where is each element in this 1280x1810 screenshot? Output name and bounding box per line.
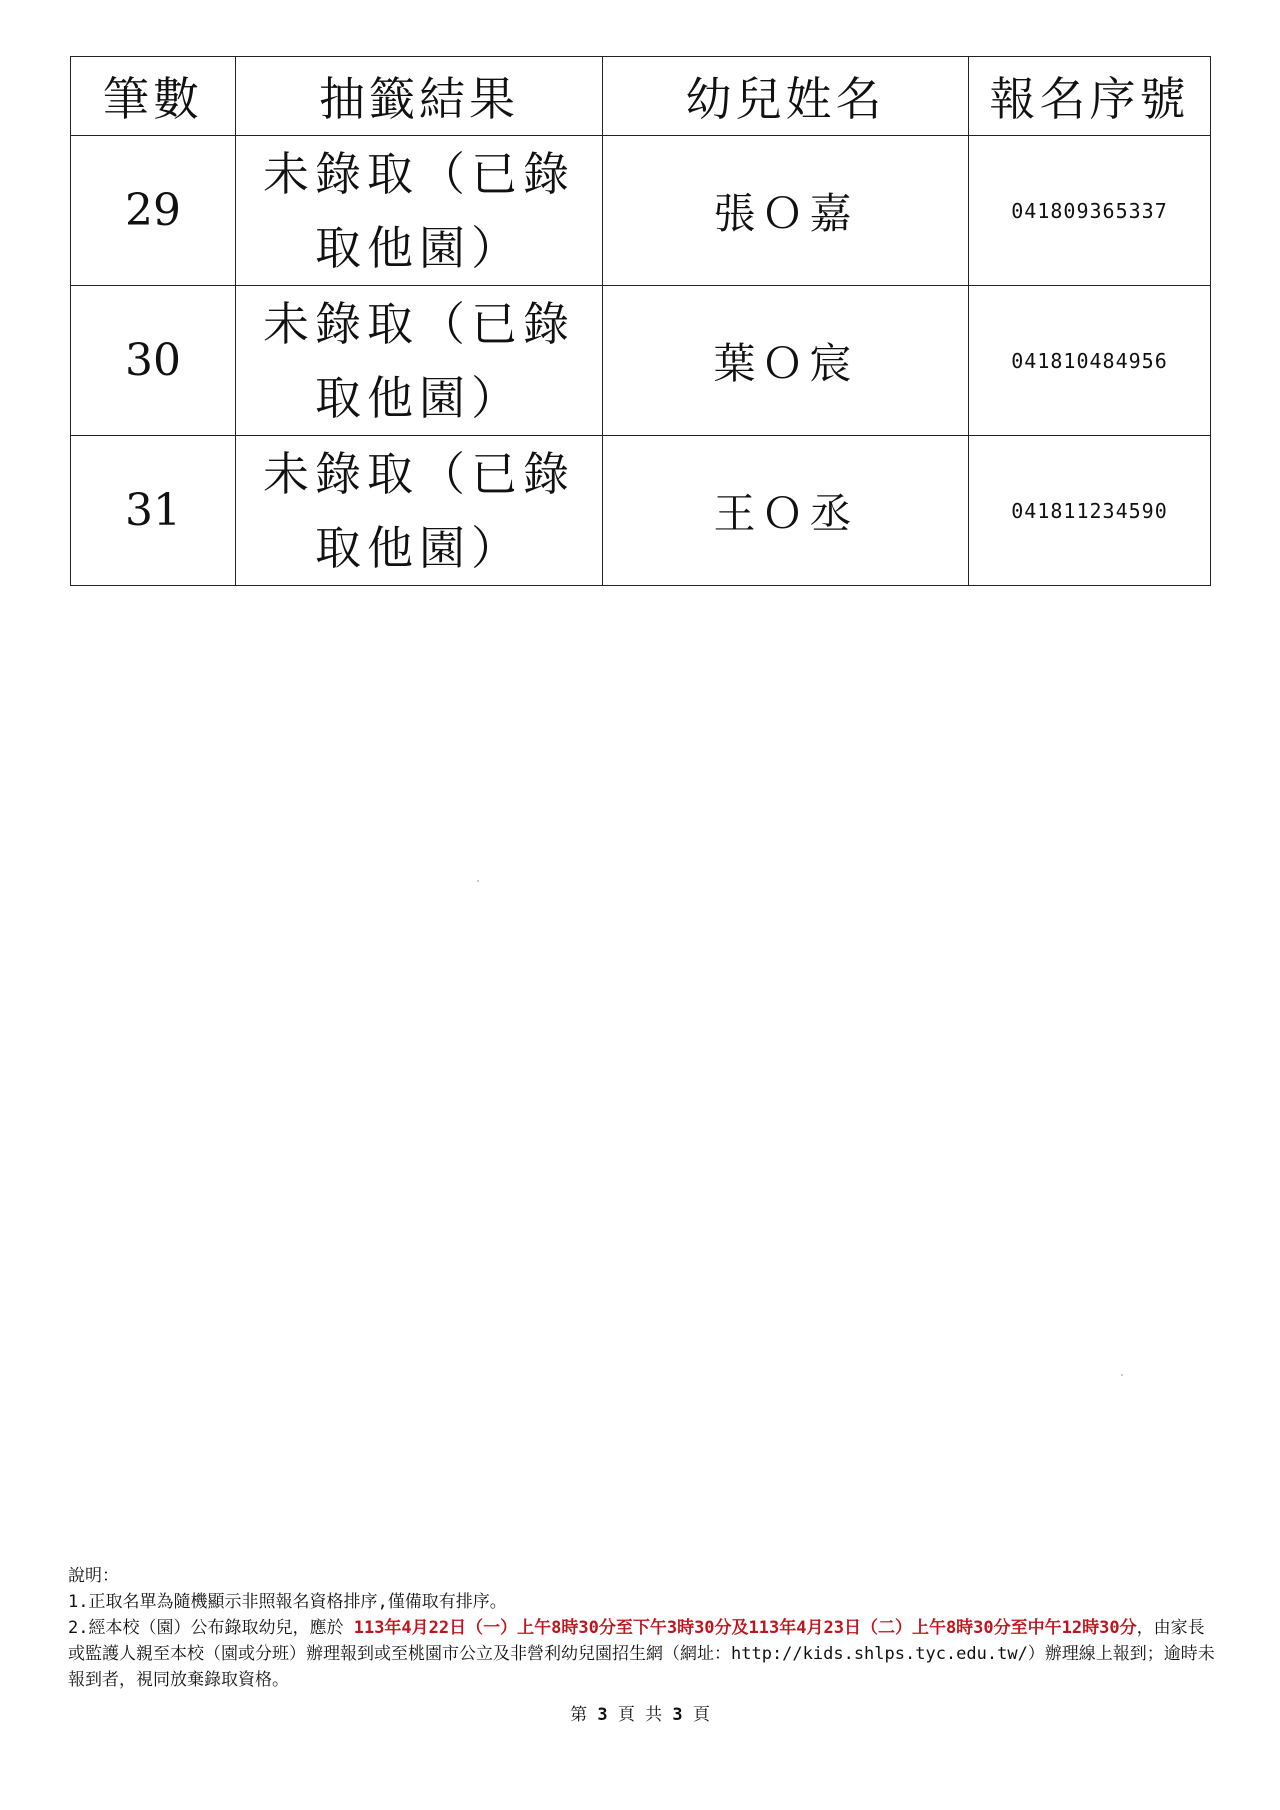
- row-result: [236, 286, 603, 436]
- row-child-name: 張Ｏ嘉: [603, 136, 969, 286]
- row-child-name: 葉Ｏ宸: [603, 286, 969, 436]
- row-child-name: 王Ｏ丞: [603, 436, 969, 586]
- notes-heading: 說明：: [68, 1566, 119, 1586]
- footer-suffix: 頁: [692, 1705, 710, 1725]
- header-count: 筆數: [71, 57, 236, 136]
- row-result: [236, 436, 603, 586]
- row-result-line2: 取他園）: [315, 520, 523, 575]
- footer-prefix: 第: [570, 1705, 588, 1725]
- notes-item-2-deadline: 113年4月22日（一）上午8時30分至下午3時30分及113年4月23日（二）上午8時30分至中午12時30分: [353, 1618, 1137, 1638]
- row-count: 29: [71, 136, 236, 286]
- row-result-line1: 未錄取（已錄: [263, 146, 575, 201]
- row-registration-number: 041810484956: [969, 286, 1211, 436]
- row-registration-number: 041809365337: [969, 136, 1211, 286]
- notes-item-2-instructions: ，由家長或監護人親至本校（園或分班）辦理報到或至桃園市公立及非營利幼兒園招生網（網址：http://kids.shlps.tyc.edu.tw/）辦理線上報到；逾時未報到者，視同放棄錄取資格。: [68, 1618, 1215, 1690]
- table-row: [71, 286, 1211, 436]
- header-draw-result: 抽籤結果: [236, 57, 603, 136]
- table-header-row: [71, 57, 1211, 136]
- row-result: [236, 136, 603, 286]
- admission-results-table: [70, 56, 1211, 586]
- row-result-line2: 取他園）: [315, 370, 523, 425]
- row-result-line1: 未錄取（已錄: [263, 446, 575, 501]
- table-row: [71, 136, 1211, 286]
- row-result-line2: 取他園）: [315, 220, 523, 275]
- row-registration-number: 041811234590: [969, 436, 1211, 586]
- table-row: [71, 436, 1211, 586]
- scan-speck: [1121, 1374, 1123, 1376]
- row-result-line1: 未錄取（已錄: [263, 296, 575, 351]
- notes-item-1: 1.正取名單為隨機顯示非照報名資格排序,僅備取有排序。: [68, 1592, 507, 1612]
- row-count: 30: [71, 286, 236, 436]
- page-footer: [0, 1700, 1280, 1725]
- scan-speck: [477, 880, 479, 882]
- header-child-name: 幼兒姓名: [603, 57, 969, 136]
- footer-middle: 頁 共: [617, 1705, 663, 1725]
- header-registration-number: 報名序號: [969, 57, 1211, 136]
- footer-total-pages: 3: [672, 1705, 683, 1725]
- footer-page-number: 3: [597, 1705, 608, 1725]
- notes-item-2-intro: 2.經本校（園）公布錄取幼兒，應於: [68, 1618, 354, 1638]
- notes-item-2: [68, 1615, 1218, 1693]
- notes-section: [68, 1563, 1218, 1693]
- row-count: 31: [71, 436, 236, 586]
